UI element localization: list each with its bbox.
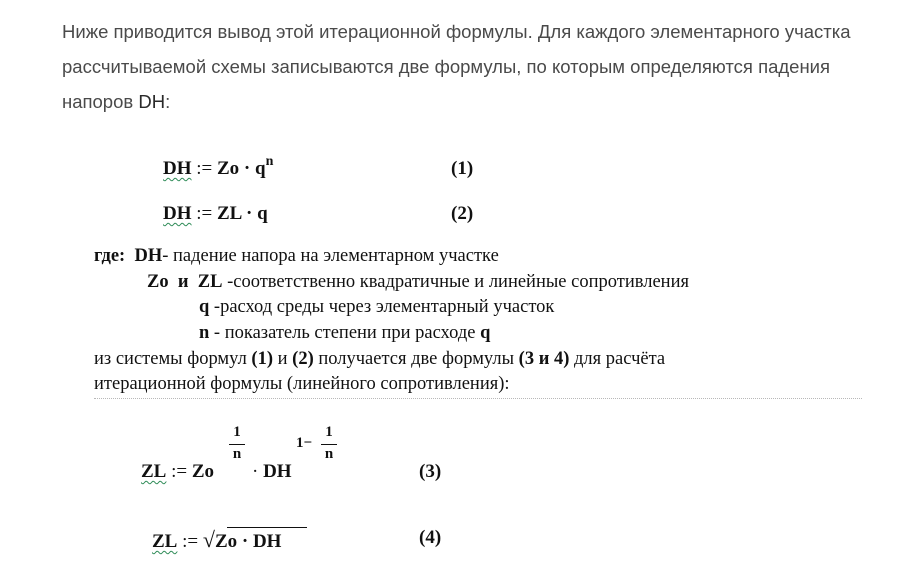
legend-line-5 (94, 348, 665, 370)
legend-line-3 (199, 296, 554, 318)
eq4-radicand: Zo · DH (214, 531, 282, 552)
intro-paragraph (62, 14, 862, 119)
legend-n-text: - показатель степени при расходе (209, 323, 481, 343)
equation-3-lhs (141, 461, 214, 483)
dotted-separator (94, 398, 862, 399)
legend-zo: Zo (147, 272, 169, 292)
legend-q-text: -расход среды через элементарный участок (209, 297, 555, 317)
eq3-exp2-den: n (324, 446, 334, 462)
eq3-mid (252, 461, 292, 483)
legend-and: и (177, 272, 189, 292)
legend-n-q: q (480, 323, 491, 343)
eq4-radical-bar (227, 527, 307, 528)
legend-dh-text: - падение напора на элементарном участке (162, 246, 499, 266)
eq2-lhs: DH (163, 203, 192, 224)
eq3-exp2-bar (321, 444, 337, 445)
eq4-assign: := (177, 531, 203, 552)
legend-line5-ref2: (2) (292, 349, 314, 369)
legend-line-2 (147, 271, 689, 293)
legend-zl: ZL (197, 272, 223, 292)
intro-colon: : (165, 91, 171, 112)
eq3-exp1-num: 1 (233, 424, 241, 440)
eq1-base: Zo · q (217, 158, 266, 179)
legend-dh: DH (134, 246, 163, 266)
intro-text: Ниже приводится вывод этой итерационной формулы. Для каждого элементарного участка рассчитываемой схемы записываются две формулы, по которым определяются падения напоров (62, 21, 851, 112)
eq2-number: (2) (451, 203, 474, 224)
eq3-exp2-prefix: 1− (296, 435, 313, 451)
eq2-rhs: ZL · q (217, 203, 268, 224)
eq3-dot: · (252, 461, 259, 482)
legend-line-1 (94, 245, 499, 267)
legend-line-4 (199, 322, 490, 344)
equation-1 (163, 154, 274, 180)
eq1-lhs: DH (163, 158, 192, 179)
eq1-assign: := (191, 158, 217, 179)
legend-line5-g: для расчёта (569, 349, 666, 369)
intro-dh: DH (138, 91, 166, 112)
legend-q: q (199, 297, 210, 317)
eq4-lhs: ZL (152, 531, 178, 552)
legend-line-6: итерационной формулы (линейного сопротивления): (94, 374, 510, 394)
legend-line5-e: получается две формулы (313, 349, 519, 369)
eq3-assign: := (166, 461, 192, 482)
equation-2 (163, 203, 268, 225)
eq4-number: (4) (419, 527, 442, 548)
legend-line5-a: из системы формул (94, 349, 252, 369)
legend-line5-ref34: (3 и 4) (518, 349, 570, 369)
eq4-radical-sign: √ (202, 527, 215, 552)
eq3-exp1-bar (229, 444, 245, 445)
eq1-number: (1) (451, 158, 474, 179)
legend-where: где: (94, 246, 126, 266)
eq3-number: (3) (419, 461, 442, 482)
eq1-exp: n (265, 154, 274, 169)
eq2-assign: := (191, 203, 217, 224)
eq3-base1: Zo (191, 461, 215, 482)
eq3-exp1-den: n (232, 446, 242, 462)
eq3-base2: DH (263, 461, 292, 482)
eq3-lhs: ZL (141, 461, 167, 482)
eq3-exp2-num: 1 (325, 424, 333, 440)
equation-4 (152, 527, 281, 553)
legend-zo-zl-text: -соответственно квадратичные и линейные сопротивления (222, 272, 689, 292)
legend-line5-and: и (273, 349, 293, 369)
legend-line5-ref1: (1) (251, 349, 273, 369)
legend-n: n (199, 323, 210, 343)
